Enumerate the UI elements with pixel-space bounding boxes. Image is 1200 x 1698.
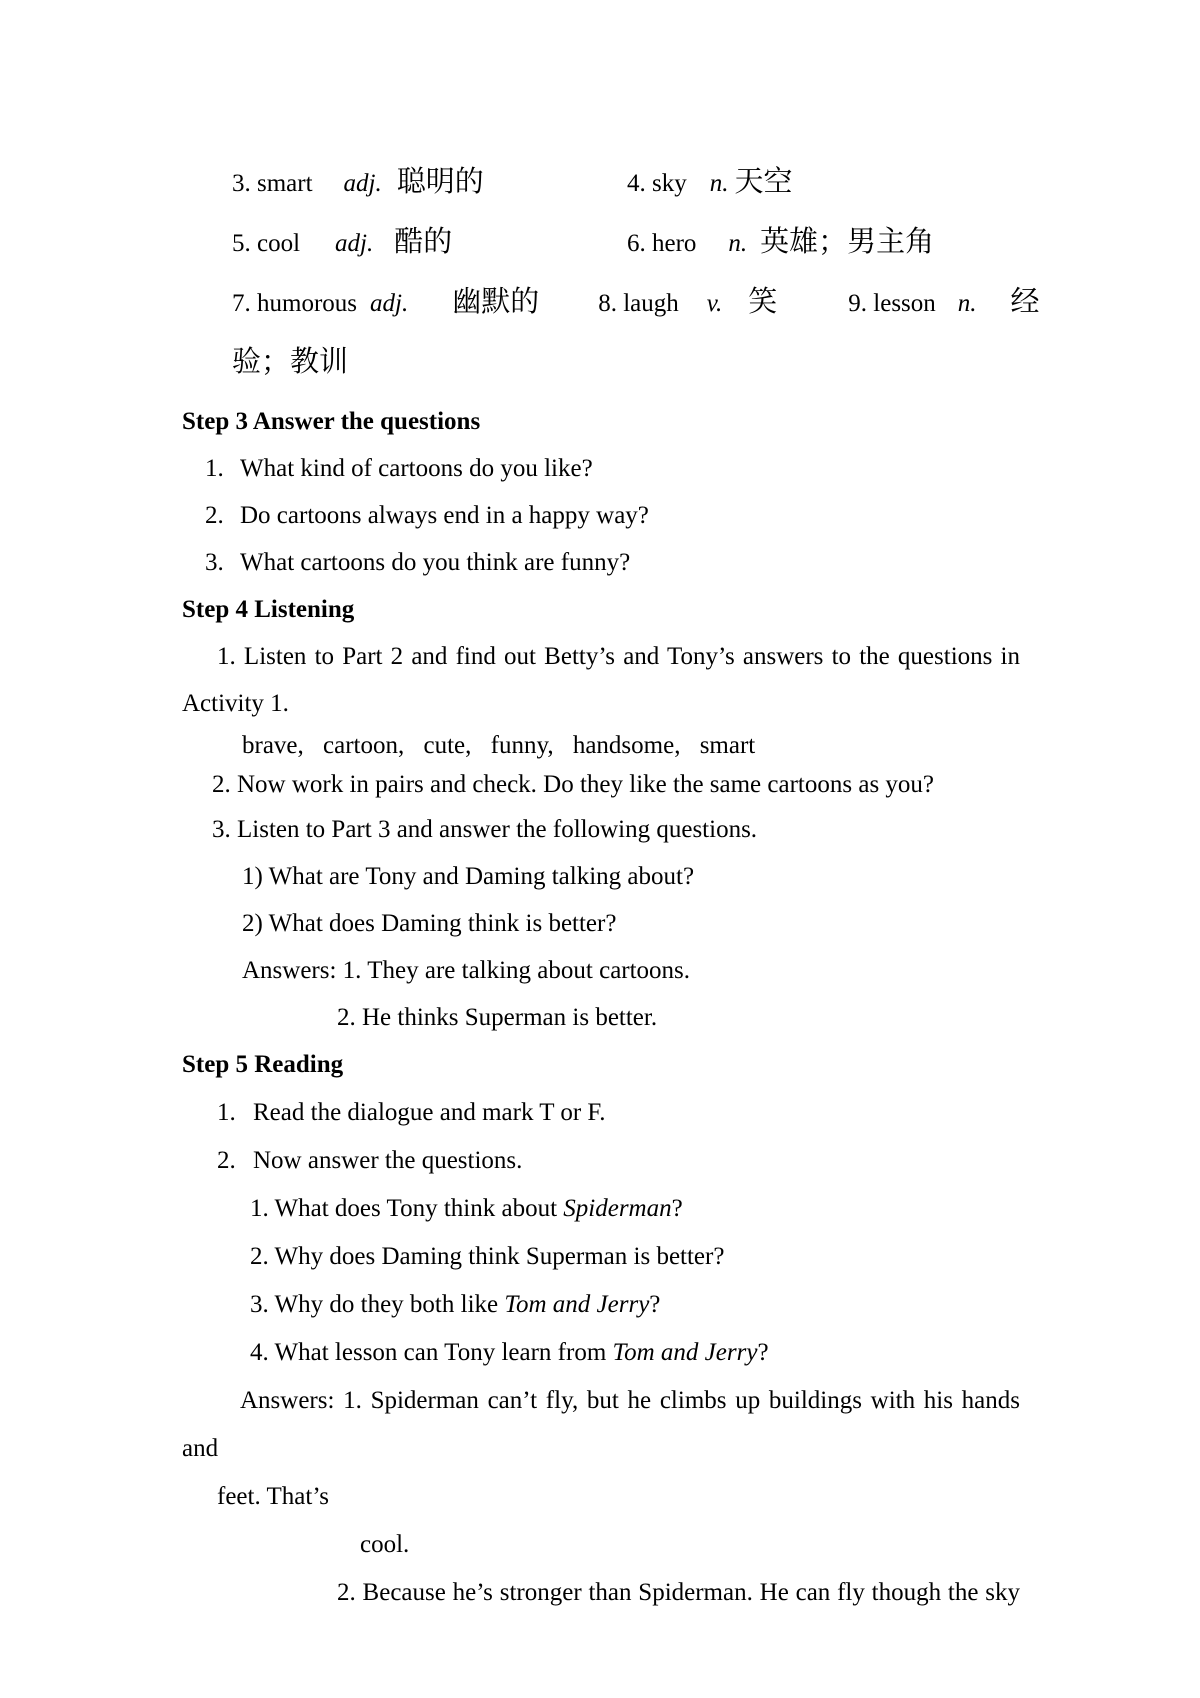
vocab-word: 7. humorous	[232, 290, 357, 317]
item-text: What cartoons do you think are funny?	[240, 549, 631, 576]
step5-question-4	[250, 1329, 1020, 1377]
step5-answer-line-3: cool.	[360, 1531, 410, 1558]
vocab-row-4	[232, 332, 1020, 392]
item-text: What kind of cartoons do you like?	[240, 455, 593, 482]
step5-heading: Step 5 Reading	[182, 1051, 344, 1078]
word-bank: brave, cartoon, cute, funny, handsome, smart	[242, 732, 756, 759]
step5-answer-line-2: feet. That’s	[217, 1483, 329, 1510]
vocab-chinese: 英雄；男主角	[760, 226, 935, 258]
vocab-chinese: 笑	[748, 286, 778, 318]
step5-item-1	[217, 1089, 1020, 1137]
step4-section	[182, 586, 1020, 1041]
vocab-row-3	[232, 272, 1040, 332]
vocab-word: 3. smart	[232, 170, 313, 197]
vocab-pos: n.	[709, 170, 729, 197]
vocab-entry-smart	[232, 152, 627, 214]
vocab-chinese: 幽默的	[452, 286, 540, 318]
vocab-pos: adj.	[370, 290, 409, 317]
step4-para2: 2. Now work in pairs and check. Do they like the same cartoons as you?	[212, 771, 935, 798]
vocab-row-2	[232, 212, 1020, 272]
question-mark: ?	[757, 1339, 769, 1366]
movie-title: Spiderman	[563, 1195, 672, 1222]
vocab-pos: n.	[728, 230, 748, 257]
step3-question-2	[205, 492, 1020, 539]
item-number: 3.	[205, 549, 224, 576]
question-text: 3. Why do they both like	[250, 1291, 505, 1318]
step4-para3: 3. Listen to Part 3 and answer the following questions.	[212, 816, 758, 843]
step4-para1-continuation: Activity 1.	[182, 690, 289, 717]
step5-item-2	[217, 1137, 1020, 1185]
vocab-word: 8. laugh	[598, 290, 679, 317]
vocab-chinese-continuation: 验；教训	[232, 346, 349, 378]
vocab-word: 6. hero	[627, 230, 697, 257]
item-number: 2.	[205, 502, 224, 529]
vocabulary-section	[182, 152, 1040, 392]
item-number: 1.	[205, 455, 224, 482]
step3-section	[182, 398, 1020, 586]
vocab-row-1	[232, 152, 1020, 212]
step3-heading: Step 3 Answer the questions	[182, 408, 481, 435]
vocab-pos: adj.	[343, 170, 382, 197]
vocab-word: 9. lesson	[848, 290, 936, 317]
question-mark: ?	[671, 1195, 683, 1222]
step4-para1: 1. Listen to Part 2 and find out Betty’s and Tony’s answers to the questions in	[217, 643, 1020, 670]
vocab-chinese: 经	[1010, 286, 1040, 318]
item-text: Do cartoons always end in a happy way?	[240, 502, 649, 529]
step5-answer-line-1: Answers: 1. Spiderman can’t fly, but he climbs up buildings with his hands and	[182, 1387, 1020, 1462]
item-text: Now answer the questions.	[253, 1147, 523, 1174]
item-number: 1.	[217, 1099, 236, 1126]
step4-sub-question-1: 1) What are Tony and Daming talking about?	[242, 863, 695, 890]
step5-answer-line-4: 2. Because he’s stronger than Spiderman. He can fly though the sky	[337, 1579, 1020, 1606]
vocab-word: 5. cool	[232, 230, 301, 257]
step4-sub-question-2: 2) What does Daming think is better?	[242, 910, 617, 937]
vocab-pos: n.	[957, 290, 977, 317]
vocab-chinese: 天空	[734, 166, 793, 198]
vocab-chinese: 聪明的	[396, 166, 484, 198]
step5-question-2: 2. Why does Daming think Superman is better?	[250, 1243, 725, 1270]
step5-question-1	[250, 1185, 1020, 1233]
vocab-chinese: 酷的	[394, 226, 453, 258]
question-mark: ?	[649, 1291, 661, 1318]
vocab-pos: adj.	[335, 230, 374, 257]
question-text: 1. What does Tony think about	[250, 1195, 564, 1222]
question-text: 4. What lesson can Tony learn from	[250, 1339, 613, 1366]
step5-question-3	[250, 1281, 1020, 1329]
step4-answer-line-1: Answers: 1. They are talking about cartoons.	[242, 957, 691, 984]
movie-title: Tom and Jerry	[612, 1339, 758, 1366]
item-number: 2.	[217, 1147, 236, 1174]
item-text: Read the dialogue and mark T or F.	[253, 1099, 606, 1126]
step4-answer-line-2: 2. He thinks Superman is better.	[337, 1004, 658, 1031]
vocab-word: 4. sky	[627, 170, 687, 197]
vocab-pos: v.	[706, 290, 723, 317]
step5-section	[182, 1041, 1020, 1617]
step3-question-3	[205, 539, 1020, 586]
step4-heading: Step 4 Listening	[182, 596, 355, 623]
step3-question-1	[205, 445, 1020, 492]
movie-title: Tom and Jerry	[504, 1291, 650, 1318]
vocab-entry-cool	[232, 212, 627, 274]
